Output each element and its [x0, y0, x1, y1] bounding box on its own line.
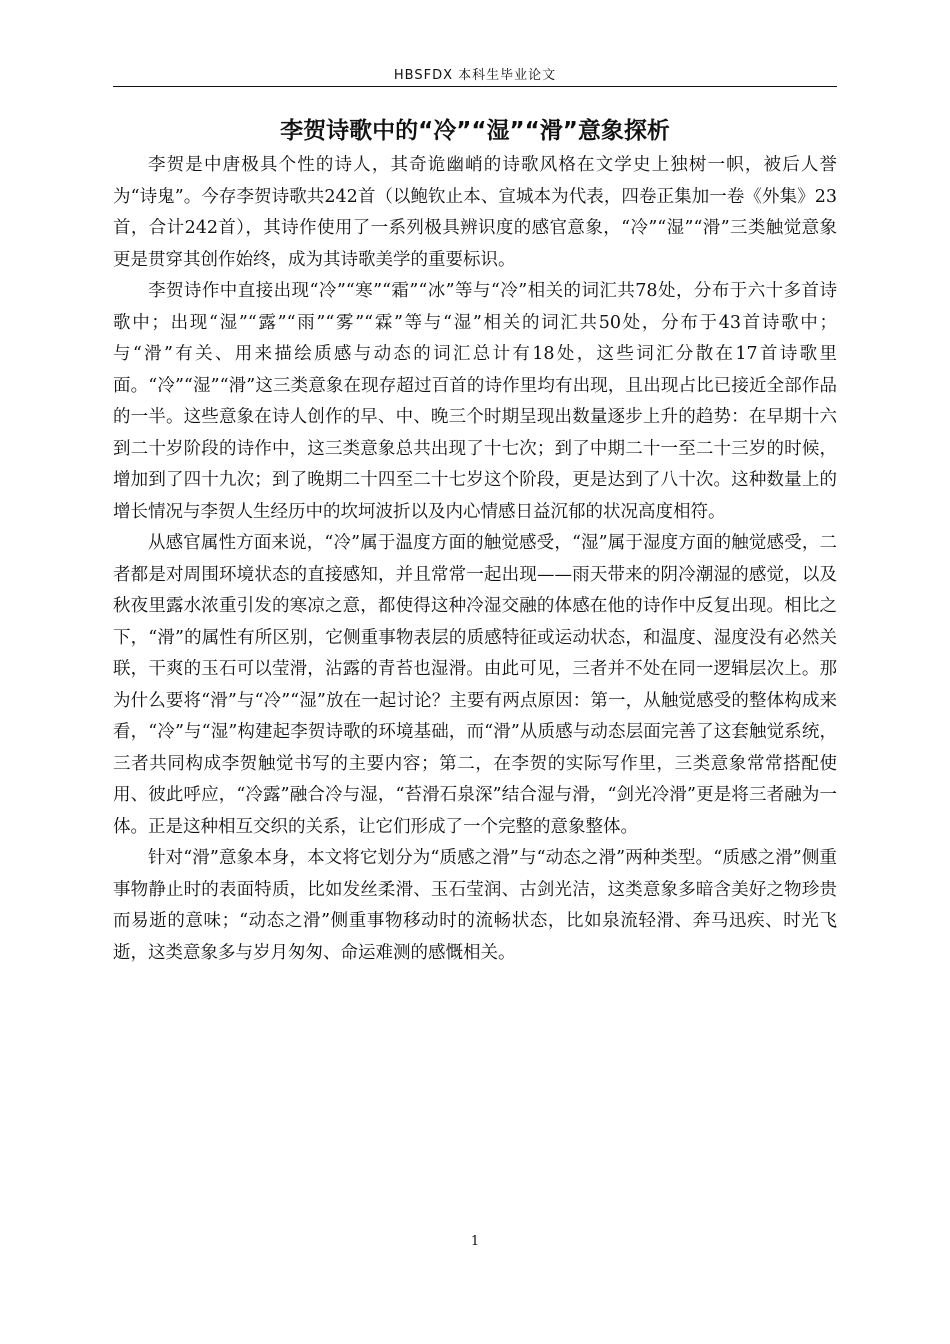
running-header: HBSFDX 本科生毕业论文: [393, 68, 557, 83]
paragraph-3: 从感官属性方面来说，“冷”属于温度方面的触觉感受，“湿”属于湿度方面的触觉感受，二者都是对周围环境状态的直接感知，并且常常一起出现——雨天带来的阴冷潮湿的感觉，以及秋夜里露水浓重引发的寒凉之意，都使得这种冷湿交融的体感在他的诗作中反复出现。相比之下，“滑”的属性有所区别，它侧重事物表层的质感特征或运动状态，和温度、湿度没有必然关联，干爽的玉石可以莹滑，沾露的青苔也湿滑。由此可见，三者并不处在同一逻辑层次上。那为什么要将“滑”与“冷”“湿”放在一起讨论？主要有两点原因：第一，从触觉感受的整体构成来看，“冷”与“湿”构建起李贺诗歌的环境基础，而“滑”从质感与动态层面完善了这套触觉系统，三者共同构成李贺触觉书写的主要内容；第二，在李贺的实际写作里，三类意象常常搭配使用、彼此呼应，“冷露”融合冷与湿，“苔滑石泉深”结合湿与滑，“剑光冷滑”更是将三者融为一体。正是这种相互交织的关系，让它们形成了一个完整的意象整体。: [113, 533, 837, 837]
paper-body: [113, 150, 837, 969]
page-number: 1: [470, 1234, 480, 1249]
paragraph-1: 李贺是中唐极具个性的诗人，其奇诡幽峭的诗歌风格在文学史上独树一帜，被后人誉为“诗鬼”。今存李贺诗歌共242首（以鲍钦止本、宣城本为代表，四卷正集加一卷《外集》23首，合计242首），其诗作使用了一系列极具辨识度的感官意象，“冷”“湿”“滑”三类触觉意象更是贯穿其创作始终，成为其诗歌美学的重要标识。: [113, 155, 837, 270]
header-rule: [113, 86, 837, 87]
paragraph-4: 针对“滑”意象本身，本文将它划分为“质感之滑”与“动态之滑”两种类型。“质感之滑”侧重事物静止时的表面特质，比如发丝柔滑、玉石莹润、古剑光洁，这类意象多暗含美好之物珍贵而易逝的意味；“动态之滑”侧重事物移动时的流畅状态，比如泉流轻滑、奔马迅疾、时光飞逝，这类意象多与岁月匆匆、命运难测的感慨相关。: [113, 848, 837, 963]
paragraph-2: 李贺诗作中直接出现“冷”“寒”“霜”“冰”等与“冷”相关的词汇共78处，分布于六十多首诗歌中；出现“湿”“露”“雨”“雾”“霖”等与“湿”相关的词汇共50处，分布于43首诗歌中；与“滑”有关、用来描绘质感与动态的词汇总计有18处，这些词汇分散在17首诗歌里面。“冷”“湿”“滑”这三类意象在现存超过百首的诗作里均有出现，且出现占比已接近全部作品的一半。这些意象在诗人创作的早、中、晚三个时期呈现出数量逐步上升的趋势：在早期十六到二十岁阶段的诗作中，这三类意象总共出现了十七次；到了中期二十一至二十三岁的时候，增加到了四十九次；到了晚期二十四至二十七岁这个阶段，更是达到了八十次。这种数量上的增长情况与李贺人生经历中的坎坷波折以及内心情感日益沉郁的状况高度相符。: [113, 281, 837, 522]
paper-title: 李贺诗歌中的“冷”“湿”“滑”意象探析: [280, 118, 670, 144]
